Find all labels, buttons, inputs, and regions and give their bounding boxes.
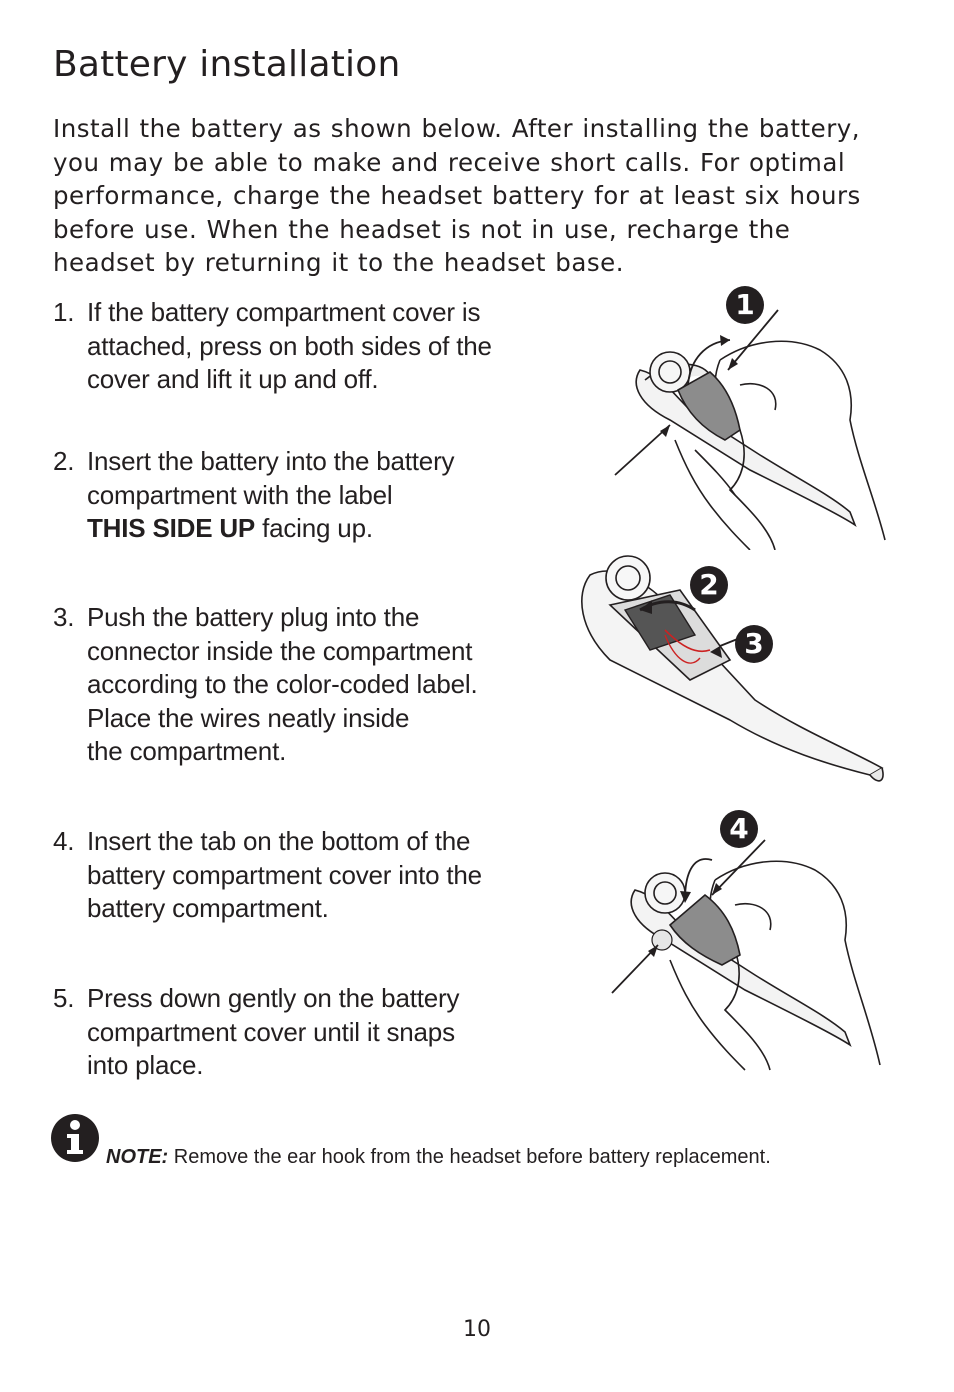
step-text: Press down gently on the battery bbox=[87, 983, 460, 1013]
page-title: Battery installation bbox=[53, 44, 401, 85]
figure-insert-battery bbox=[570, 550, 890, 790]
intro-paragraph: Install the battery as shown below. After installing the battery, you may be able to make and receive short calls. For optimal performance, charge the headset battery for at least six hours before use. When the headset is not in use, recharge the headset by returning it to the headset base. bbox=[53, 114, 861, 278]
step-2 bbox=[53, 445, 533, 546]
step-text: compartment cover until it snaps bbox=[87, 1016, 455, 1047]
info-icon bbox=[50, 1113, 100, 1163]
step-text: battery compartment. bbox=[87, 893, 329, 923]
step-text: connector inside the compartment bbox=[87, 635, 473, 666]
step-text: the compartment. bbox=[87, 736, 287, 766]
step-number: 2. bbox=[53, 446, 75, 476]
step-badge: 1 bbox=[726, 286, 764, 324]
step-number: 5. bbox=[53, 983, 75, 1013]
step-number: 3. bbox=[53, 602, 75, 632]
label-emphasis: THIS SIDE UP bbox=[87, 513, 256, 543]
note-text: Remove the ear hook from the headset before battery replacement. bbox=[168, 1146, 771, 1168]
step-badge: 2 bbox=[690, 566, 728, 604]
step-text: cover and lift it up and off. bbox=[87, 364, 379, 394]
step-5 bbox=[53, 982, 533, 1083]
step-number: 1. bbox=[53, 297, 75, 327]
step-text: battery compartment cover into the bbox=[87, 859, 482, 890]
note bbox=[106, 1146, 771, 1169]
step-text: compartment with the label bbox=[87, 479, 393, 510]
step-text: attached, press on both sides of the bbox=[87, 330, 492, 361]
figure-replace-cover bbox=[600, 815, 890, 1075]
step-text: according to the color-coded label. bbox=[87, 669, 478, 699]
step-text: into place. bbox=[87, 1050, 204, 1080]
page-number: 10 bbox=[463, 1317, 491, 1342]
step-number: 4. bbox=[53, 826, 75, 856]
step-badge: 3 bbox=[735, 625, 773, 663]
step-badge: 4 bbox=[720, 810, 758, 848]
step-3 bbox=[53, 601, 533, 769]
step-text: Place the wires neatly inside bbox=[87, 702, 410, 733]
step-text: Push the battery plug into the bbox=[87, 602, 420, 632]
figure-remove-cover bbox=[600, 290, 900, 550]
step-4 bbox=[53, 825, 533, 926]
step-1 bbox=[53, 296, 533, 397]
step-text: facing up. bbox=[255, 513, 373, 543]
step-text: If the battery compartment cover is bbox=[87, 297, 481, 327]
step-text: Insert the battery into the battery bbox=[87, 446, 455, 476]
step-text: Insert the tab on the bottom of the bbox=[87, 826, 471, 856]
note-label: NOTE: bbox=[106, 1146, 169, 1168]
